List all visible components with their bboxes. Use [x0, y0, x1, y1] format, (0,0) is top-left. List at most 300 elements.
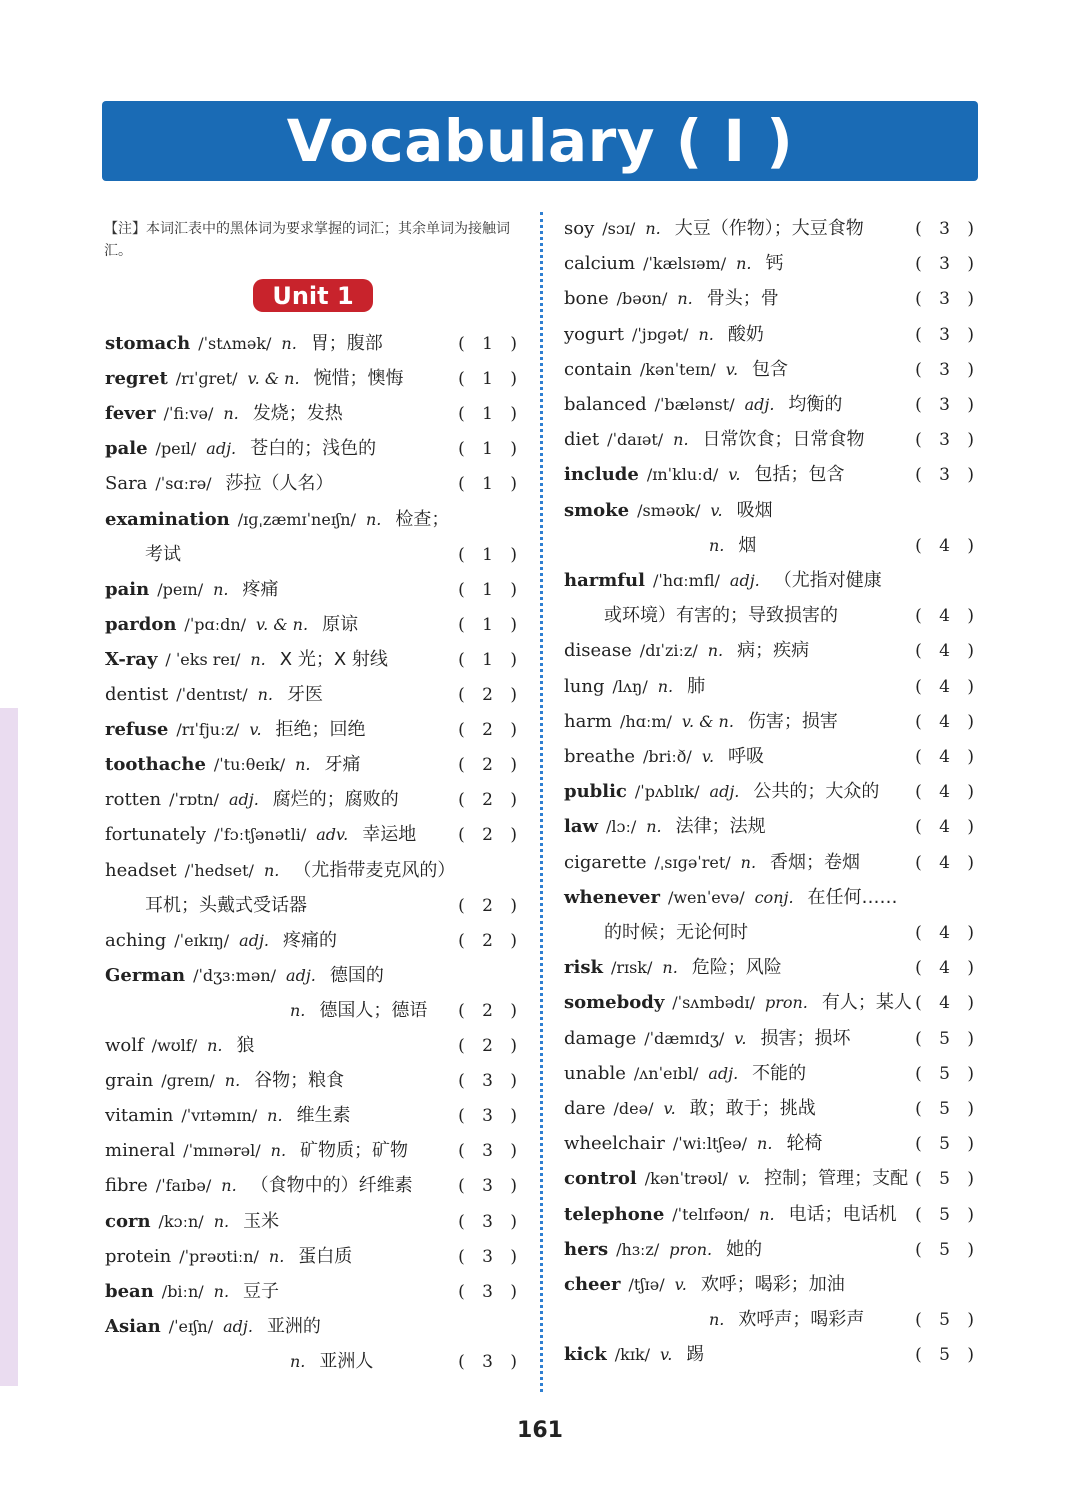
unit-ref: ( 4 ) [915, 676, 980, 697]
phonetic: /peɪn/ [157, 579, 204, 599]
vocab-word: refuse [105, 719, 169, 741]
vocab-line [564, 602, 980, 630]
part-of-speech: n. [295, 755, 311, 775]
vocab-word: contain [564, 358, 632, 380]
unit-ref: ( 1 ) [458, 649, 523, 670]
vocab-line [105, 716, 523, 744]
vocab-line [105, 435, 523, 463]
unit-ref: ( 4 ) [915, 606, 980, 627]
definition: 蛋白质 [298, 1245, 353, 1267]
vocab-line [564, 1201, 980, 1229]
unit-ref: ( 5 ) [915, 1345, 980, 1366]
unit-ref: ( 1 ) [458, 439, 523, 460]
unit-ref: ( 5 ) [915, 1063, 980, 1084]
vocab-line [105, 365, 523, 393]
definition: 烟 [738, 534, 757, 556]
part-of-speech: n. [223, 404, 239, 424]
vocab-line [564, 1025, 980, 1053]
definition: 日常饮食；日常食物 [702, 429, 865, 451]
phonetic: /deə/ [613, 1099, 654, 1118]
phonetic: /ˈfaɪbə/ [155, 1176, 212, 1196]
unit-ref: ( 2 ) [458, 720, 523, 741]
vocab-word: yogurt [564, 323, 624, 345]
phonetic: / ˈeks reɪ/ [165, 649, 241, 669]
vocab-line [564, 813, 980, 841]
vocab-line [564, 215, 980, 243]
definition: 钙 [765, 253, 784, 275]
unit-ref: ( 4 ) [915, 535, 980, 556]
vocab-word: bone [564, 288, 609, 310]
unit-badge [253, 279, 373, 312]
vocab-line [564, 461, 980, 489]
definition: （尤指对健康 [773, 570, 882, 591]
definition: 包括；包含 [754, 464, 845, 486]
part-of-speech: n. [740, 852, 757, 872]
vocab-word: damage [564, 1027, 637, 1049]
phonetic: /ˈkælsɪəm/ [643, 254, 727, 274]
vocab-word: German [105, 964, 186, 986]
phonetic: /ˈjɒɡət/ [631, 324, 689, 344]
vocab-line [105, 1067, 523, 1095]
vocab-line [105, 611, 523, 639]
definition: 谷物；粮食 [254, 1070, 345, 1092]
vocab-line [564, 391, 980, 419]
unit-ref: ( 4 ) [915, 993, 980, 1014]
definition: 矿物质；矿物 [300, 1140, 409, 1162]
phonetic: /kɔːn/ [158, 1211, 204, 1231]
vocab-word: regret [105, 368, 168, 390]
definition: 酸奶 [727, 323, 764, 345]
vocab-word: dare [564, 1098, 606, 1119]
phonetic: /briːð/ [643, 747, 692, 766]
part-of-speech: n. [250, 649, 266, 669]
phonetic: /peɪl/ [155, 439, 197, 459]
vocab-word: headset [105, 859, 177, 881]
phonetic: /ˈhɑːmfl/ [652, 571, 720, 590]
vocab-line [564, 637, 980, 665]
vocab-line [564, 673, 980, 701]
vocab-line [564, 356, 980, 384]
vocab-line [564, 919, 980, 947]
part-of-speech: n. [662, 958, 678, 978]
part-of-speech: adj. [286, 965, 316, 985]
unit-ref: ( 3 ) [915, 465, 980, 486]
unit-ref: ( 5 ) [915, 1028, 980, 1049]
part-of-speech: v. & n. [256, 614, 309, 634]
phonetic: /ˈsʌmbədɪ/ [672, 993, 755, 1013]
unit-ref: ( 3 ) [915, 359, 980, 380]
vocab-line [564, 1306, 980, 1334]
part-of-speech: v. & n. [247, 369, 300, 389]
vocab-word: risk [564, 957, 603, 979]
vocab-line [105, 1348, 523, 1376]
vocab-word: law [564, 816, 598, 838]
part-of-speech: v. [710, 500, 723, 520]
phonetic: /wenˈevə/ [667, 887, 745, 907]
unit-ref: ( 5 ) [915, 1239, 980, 1260]
part-of-speech: n. [290, 1351, 306, 1371]
unit-ref: ( 4 ) [915, 711, 980, 732]
definition: 有人；某人 [821, 992, 912, 1014]
definition-continuation: 的时候；无论何时 [604, 922, 748, 943]
part-of-speech: n. [213, 579, 229, 599]
column-divider [540, 212, 543, 1392]
definition: 维生素 [296, 1105, 351, 1127]
definition: 法律；法规 [675, 816, 766, 838]
phonetic: /ˈpɑːdn/ [184, 614, 247, 634]
definition: 伤害；损害 [747, 710, 838, 732]
vocab-word: pale [105, 438, 148, 460]
phonetic: /ɡreɪn/ [161, 1071, 215, 1091]
vocab-word: control [564, 1168, 637, 1190]
unit-ref: ( 2 ) [458, 1036, 523, 1056]
definition: 牙医 [287, 684, 324, 705]
title-banner [102, 101, 978, 181]
note [104, 218, 524, 262]
part-of-speech: n. [657, 676, 674, 696]
phonetic: /wʊlf/ [151, 1036, 198, 1055]
vocab-word: fortunately [105, 824, 207, 846]
vocab-word: pardon [105, 613, 177, 635]
unit-ref: ( 3 ) [915, 219, 980, 239]
unit-ref: ( 2 ) [458, 685, 523, 705]
phonetic: /ˈtuːθeɪk/ [213, 755, 286, 775]
unit-ref: ( 1 ) [458, 474, 523, 495]
part-of-speech: n. [646, 817, 662, 837]
vocab-line [105, 506, 523, 534]
unit-ref: ( 2 ) [458, 825, 523, 846]
vocab-line [105, 1137, 523, 1165]
vocab-line [564, 954, 980, 982]
phonetic: /lɔː/ [606, 817, 637, 837]
unit-ref: ( 2 ) [458, 1000, 523, 1021]
phonetic: /ˈtelɪfəʊn/ [672, 1204, 750, 1224]
part-of-speech: n. [207, 1036, 223, 1055]
definition: 幸运地 [362, 824, 417, 846]
part-of-speech: n. [270, 1141, 287, 1161]
part-of-speech: adj. [744, 395, 775, 414]
vocab-line [105, 857, 523, 885]
vocab-word: fibre [105, 1175, 148, 1197]
unit-ref: ( 3 ) [915, 254, 980, 275]
vocab-word: breathe [564, 746, 635, 767]
vocab-line [105, 962, 523, 990]
phonetic: /ʌnˈeɪbl/ [633, 1063, 699, 1083]
vocab-line [105, 576, 523, 604]
definition: 苍白的；浅色的 [250, 438, 377, 460]
definition: 轮椅 [786, 1133, 823, 1155]
vocab-line [105, 892, 523, 920]
definition-continuation: 或环境）有害的；导致损害的 [604, 605, 838, 627]
part-of-speech: n. [365, 509, 382, 529]
part-of-speech: adj. [223, 1316, 253, 1336]
vocab-line [564, 1271, 980, 1299]
vocab-word: balanced [564, 394, 647, 415]
definition: 欢呼声；喝彩声 [738, 1309, 865, 1331]
phonetic: /sməʊk/ [637, 500, 701, 520]
vocab-word: wolf [105, 1035, 144, 1056]
definition: 公共的；大众的 [753, 781, 880, 803]
unit-ref: ( 3 ) [458, 1281, 523, 1302]
definition: （尤指带麦克风的） [293, 859, 456, 881]
phonetic: /biːn/ [161, 1281, 204, 1301]
part-of-speech: n. [759, 1204, 775, 1224]
definition: 牙痛 [324, 754, 361, 776]
definition: 玉米 [243, 1210, 280, 1232]
page-number: 161 [517, 1418, 563, 1443]
vocab-word: lung [564, 675, 605, 697]
vocab-line [564, 1130, 980, 1158]
vocab-line [105, 927, 523, 955]
vocab-word: protein [105, 1245, 172, 1267]
part-of-speech: v. [725, 359, 739, 379]
definition: 踢 [686, 1344, 705, 1366]
side-tab [0, 708, 18, 1386]
definition: 吸烟 [736, 499, 773, 521]
vocab-line [105, 821, 523, 849]
phonetic: /ˈmɪnərəl/ [183, 1141, 261, 1161]
phonetic: /ˈdaɪət/ [607, 430, 664, 450]
definition: （食物中的）纤维素 [250, 1175, 413, 1197]
vocab-line [105, 681, 523, 709]
vocab-word: grain [105, 1070, 154, 1092]
definition: 包含 [752, 358, 789, 380]
part-of-speech: n. [707, 641, 724, 661]
definition: 德国人；德语 [319, 999, 428, 1021]
vocab-word: harm [564, 710, 612, 732]
phonetic: /hɜːz/ [616, 1239, 660, 1259]
vocab-word: cigarette [564, 851, 647, 873]
vocab-word: telephone [564, 1203, 665, 1225]
part-of-speech: v. [701, 747, 715, 766]
vocab-line [564, 743, 980, 771]
phonetic: /dɪˈziːz/ [639, 641, 698, 661]
vocab-word: public [564, 781, 627, 803]
definition: 亚洲人 [319, 1350, 374, 1372]
vocab-word: dentist [105, 684, 169, 705]
unit-ref: ( 2 ) [458, 895, 523, 916]
phonetic: /ˈsɑːrə/ [155, 474, 212, 494]
vocab-word: unable [564, 1062, 626, 1084]
vocab-word: bean [105, 1280, 154, 1302]
unit-ref: ( 4 ) [915, 923, 980, 943]
unit-ref: ( 4 ) [915, 852, 980, 873]
phonetic: /ˈeɪkɪŋ/ [174, 930, 230, 950]
definition: 不能的 [752, 1062, 807, 1084]
unit-ref: ( 4 ) [915, 747, 980, 767]
phonetic: /ˌsɪɡəˈret/ [654, 852, 731, 872]
vocab-word: stomach [105, 333, 191, 354]
vocab-line [105, 470, 523, 498]
unit-ref: ( 4 ) [915, 817, 980, 838]
vocab-word: smoke [564, 499, 630, 521]
phonetic: /ˈwiːltʃeə/ [672, 1134, 748, 1154]
phonetic: /ˈprəʊtiːn/ [179, 1246, 259, 1266]
part-of-speech: v. [734, 1028, 747, 1048]
part-of-speech: v. [674, 1275, 687, 1294]
vocab-word: whenever [564, 886, 660, 908]
part-of-speech: v. [728, 465, 741, 485]
definition: 香烟；卷烟 [770, 851, 861, 873]
definition: 电话；电话机 [788, 1203, 897, 1225]
part-of-speech: v. [249, 720, 262, 740]
vocab-line [105, 1243, 523, 1271]
definition: 骨头；骨 [706, 288, 779, 310]
vocab-word: mineral [105, 1140, 176, 1162]
phonetic: /ɪnˈkluːd/ [646, 465, 719, 485]
unit-ref: ( 4 ) [915, 641, 980, 662]
unit-ref: ( 3 ) [458, 1211, 523, 1232]
vocab-word: Asian [105, 1315, 161, 1337]
part-of-speech: n. [677, 289, 693, 309]
definition: 疼痛的 [283, 929, 337, 951]
unit-ref: ( 3 ) [458, 1106, 523, 1127]
vocab-word: pain [105, 578, 150, 600]
unit-ref: ( 1 ) [458, 369, 523, 390]
part-of-speech: adj. [228, 790, 259, 810]
vocab-line [105, 646, 523, 674]
definition: 危险；风险 [691, 957, 782, 979]
part-of-speech: n. [267, 1106, 283, 1126]
vocab-word: toothache [105, 754, 206, 776]
unit-ref: ( 3 ) [458, 1071, 523, 1092]
vocab-line [564, 1165, 980, 1193]
note-text: 【注】本词汇表中的黑体词为要求掌握的词汇；其余单词为接触词汇。 [104, 221, 510, 259]
part-of-speech: n. [281, 334, 297, 353]
page-title: Vocabulary ( I ) [286, 107, 794, 175]
phonetic: /ˈdæmɪdʒ/ [644, 1028, 725, 1048]
part-of-speech: n. [736, 254, 752, 274]
definition: 欢呼；喝彩；加油 [700, 1274, 845, 1295]
definition: 在任何…… [807, 886, 898, 908]
definition-continuation: 耳机；头戴式受话器 [145, 894, 307, 916]
definition: 胃；腹部 [310, 333, 383, 354]
definition: 豆子 [243, 1280, 280, 1302]
definition: 惋惜；懊悔 [313, 368, 404, 390]
definition: 检查； [395, 508, 450, 530]
vocab-word: aching [105, 929, 167, 951]
unit-ref: ( 1 ) [458, 614, 523, 635]
vocab-line [105, 400, 523, 428]
unit-ref: ( 3 ) [458, 1141, 523, 1162]
unit-ref: ( 5 ) [915, 1169, 980, 1190]
phonetic: /rɪsk/ [610, 958, 653, 978]
phonetic: /ɪɡˌzæmɪˈneɪʃn/ [237, 509, 356, 529]
part-of-speech: n. [268, 1246, 285, 1266]
vocab-word: hers [564, 1238, 609, 1260]
part-of-speech: adj. [239, 930, 269, 950]
vocab-word: fever [105, 403, 156, 425]
vocab-line [105, 1208, 523, 1236]
unit-ref: ( 4 ) [915, 958, 980, 979]
unit-ref: ( 5 ) [915, 1310, 980, 1331]
unit-ref: ( 5 ) [915, 1099, 980, 1119]
vocab-line [564, 989, 980, 1017]
definition-continuation: 考试 [145, 543, 181, 565]
vocab-line [564, 532, 980, 560]
vocab-word: soy [564, 218, 595, 239]
phonetic: /hɑːm/ [620, 711, 672, 731]
definition: 腐烂的；腐败的 [272, 789, 399, 811]
vocab-word: corn [105, 1210, 151, 1232]
part-of-speech: adj. [729, 571, 760, 590]
definition: 大豆（作物）；大豆食物 [674, 218, 864, 239]
vocab-line [564, 1341, 980, 1369]
part-of-speech: n. [757, 1134, 773, 1154]
vocab-line [105, 786, 523, 814]
vocab-line [105, 751, 523, 779]
unit-ref: ( 3 ) [458, 1176, 523, 1197]
definition: 控制；管理；支配 [764, 1168, 909, 1190]
part-of-speech: adv. [316, 825, 349, 845]
unit-ref: ( 1 ) [458, 544, 523, 565]
vocab-word: disease [564, 640, 632, 662]
unit-ref: ( 3 ) [915, 324, 980, 345]
vocab-line [105, 997, 523, 1025]
unit-ref: ( 3 ) [458, 1246, 523, 1267]
phonetic: /kənˈtrəʊl/ [644, 1169, 728, 1189]
vocab-word: X-ray [105, 648, 158, 670]
phonetic: /ˈdʒɜːmən/ [193, 965, 277, 985]
unit-ref: ( 2 ) [458, 790, 523, 811]
definition: 她的 [726, 1238, 763, 1260]
vocab-line [564, 1095, 980, 1123]
unit-ref: ( 1 ) [458, 334, 523, 354]
vocab-line [564, 285, 980, 313]
vocab-word: harmful [564, 570, 645, 591]
vocab-line [105, 1032, 523, 1060]
vocab-line [564, 250, 980, 278]
vocab-word: Sara [105, 473, 148, 495]
definition: 拒绝；回绝 [275, 719, 366, 741]
vocab-word: calcium [564, 253, 636, 275]
vocab-line [564, 778, 980, 806]
part-of-speech: n. [221, 1176, 237, 1196]
definition: 原谅 [322, 613, 359, 635]
unit-ref: ( 3 ) [915, 395, 980, 415]
vocab-line [564, 1060, 980, 1088]
part-of-speech: n. [698, 324, 714, 344]
vocab-word: cheer [564, 1274, 621, 1295]
definition: 莎拉（人名） [225, 473, 334, 495]
vocab-word: examination [105, 508, 230, 530]
phonetic: /tʃɪə/ [628, 1275, 665, 1294]
phonetic: /ˈhedset/ [184, 860, 254, 880]
part-of-speech: v. [660, 1345, 673, 1365]
phonetic: /bəʊn/ [616, 289, 668, 309]
unit-ref: ( 3 ) [458, 1351, 523, 1372]
phonetic: /ˈvɪtəmɪn/ [181, 1106, 258, 1126]
part-of-speech: v. & n. [681, 711, 734, 731]
phonetic: /ˈrɒtn/ [169, 790, 219, 810]
definition: 肺 [687, 675, 706, 697]
definition: 德国的 [329, 964, 384, 986]
unit-ref: ( 1 ) [458, 404, 523, 425]
vocab-line [105, 1313, 523, 1341]
definition: 损害；损坏 [760, 1027, 851, 1049]
part-of-speech: adj. [206, 439, 237, 459]
vocab-word: rotten [105, 789, 162, 811]
definition: 亚洲的 [266, 1315, 321, 1337]
vocab-line [564, 1236, 980, 1264]
phonetic: /ˈfiːvə/ [163, 404, 214, 424]
definition: X 光；X 射线 [279, 648, 388, 670]
part-of-speech: n. [257, 685, 274, 704]
vocab-line [564, 426, 980, 454]
phonetic: /ˈdentɪst/ [176, 685, 248, 704]
definition: 敢；敢于；挑战 [689, 1098, 816, 1119]
phonetic: /ˈpʌblɪk/ [634, 782, 700, 802]
